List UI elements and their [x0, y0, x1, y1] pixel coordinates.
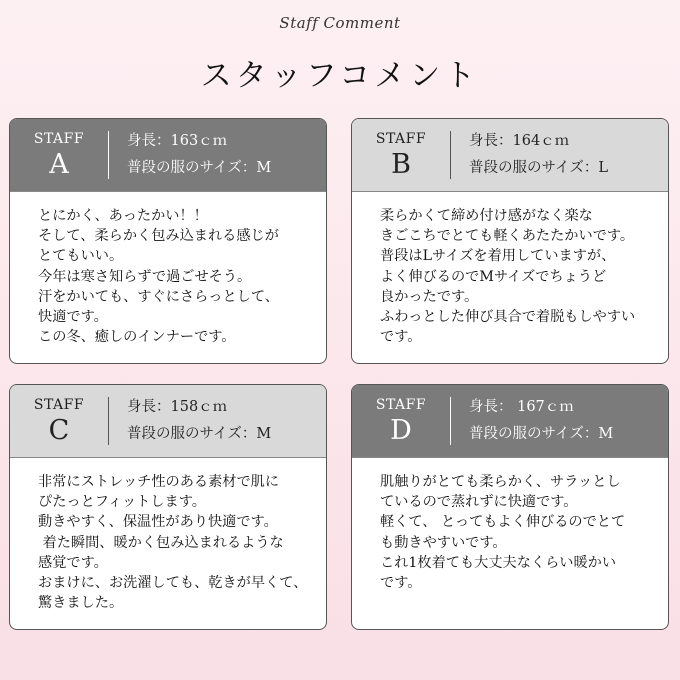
- staff-size: 普段の服のサイズ：M: [469, 426, 614, 442]
- header-divider: [108, 131, 109, 179]
- comment-line: よく伸びるのでMサイズでちょうど: [380, 268, 607, 285]
- comment-line: 驚きました。: [38, 595, 124, 612]
- staff-letter: C: [48, 415, 70, 446]
- header-divider: [450, 397, 451, 445]
- comment-line: おまけに、お洗濯しても、乾きが早くて、: [38, 575, 308, 592]
- staff-height: 身長： 167ｃｍ: [469, 399, 574, 415]
- comment-line: 感覚です。: [38, 554, 108, 571]
- staff-card-header: [352, 385, 668, 458]
- staff-letter: A: [49, 149, 69, 180]
- staff-card-b: [351, 118, 669, 364]
- staff-size: 普段の服のサイズ：M: [127, 160, 272, 176]
- staff-specs: [127, 128, 271, 182]
- comment-line: そして、柔らかく包み込まれる感じが: [38, 228, 279, 245]
- staff-comment: [10, 458, 326, 613]
- comment-line: 非常にストレッチ性のある素材で肌に: [38, 474, 280, 490]
- comment-line: とてもいい。: [38, 248, 124, 265]
- comment-line: 柔らかくて締め付け感がなく楽な: [380, 208, 593, 224]
- staff-specs: [469, 394, 613, 448]
- script-title: Staff Comment: [279, 14, 401, 32]
- staff-height: 身長：164ｃｍ: [469, 133, 570, 149]
- staff-letter: B: [391, 149, 411, 180]
- header: [0, 0, 680, 110]
- staff-label: STAFF: [375, 131, 427, 147]
- staff-specs: [127, 394, 271, 448]
- comment-line: この冬、癒しのインナーです。: [38, 329, 236, 346]
- staff-id: [352, 395, 450, 447]
- comment-line: 肌触りがとても柔らかく、サラッとし: [380, 474, 621, 490]
- staff-card-header: [10, 119, 326, 192]
- staff-comment: [352, 192, 668, 347]
- staff-comment: [10, 192, 326, 347]
- comment-line: ているので蒸れずに快適です。: [380, 494, 578, 511]
- staff-card-c: [9, 384, 327, 630]
- staff-card-d: [351, 384, 669, 630]
- staff-card-header: [352, 119, 668, 192]
- staff-label: STAFF: [33, 397, 85, 413]
- comment-line: これ1枚着ても大丈夫なくらい暖かい: [380, 554, 617, 571]
- comment-line: きごこちでとても軽くあたたかいです。: [380, 228, 635, 245]
- comment-line: です。: [380, 329, 422, 346]
- staff-label: STAFF: [375, 397, 427, 413]
- comment-line: 着た瞬間、暖かく包み込まれるような: [38, 534, 284, 551]
- comment-line: 今年は寒さ知らずで過ごせそう。: [38, 268, 252, 285]
- staff-label: STAFF: [33, 131, 85, 147]
- comment-line: 普段はLサイズを着用していますが、: [380, 248, 616, 265]
- staff-id: [352, 129, 450, 181]
- comment-line: 快適です。: [38, 309, 108, 326]
- header-divider: [450, 131, 451, 179]
- header-divider: [108, 397, 109, 445]
- comment-line: 汗をかいても、すぐにさらっとして、: [38, 288, 279, 305]
- comment-line: 良かったです。: [380, 288, 479, 305]
- comment-line: も動きやすいです。: [380, 534, 507, 551]
- staff-card-a: [9, 118, 327, 364]
- staff-height: 身長：158ｃｍ: [127, 399, 228, 415]
- staff-height: 身長：163ｃｍ: [127, 133, 228, 149]
- staff-id: [10, 395, 108, 447]
- comment-line: です。: [380, 575, 422, 592]
- staff-size: 普段の服のサイズ：M: [127, 426, 272, 442]
- staff-id: [10, 129, 108, 181]
- staff-letter: D: [390, 415, 412, 446]
- comment-line: ぴたっとフィットします。: [38, 494, 206, 511]
- staff-specs: [469, 128, 608, 182]
- comment-line: 動きやすく、保温性があり快適です。: [38, 514, 278, 531]
- staff-size: 普段の服のサイズ：L: [469, 160, 608, 176]
- page-title: スタッフコメント: [200, 58, 480, 94]
- staff-comment: [352, 458, 668, 593]
- comment-line: ふわっとした伸び具合で着脱もしやすい: [380, 309, 636, 326]
- staff-card-header: [10, 385, 326, 458]
- comment-line: 軽くて、 とってもよく伸びるのでとて: [380, 514, 626, 531]
- comment-line: とにかく、あったかい！！: [38, 208, 208, 224]
